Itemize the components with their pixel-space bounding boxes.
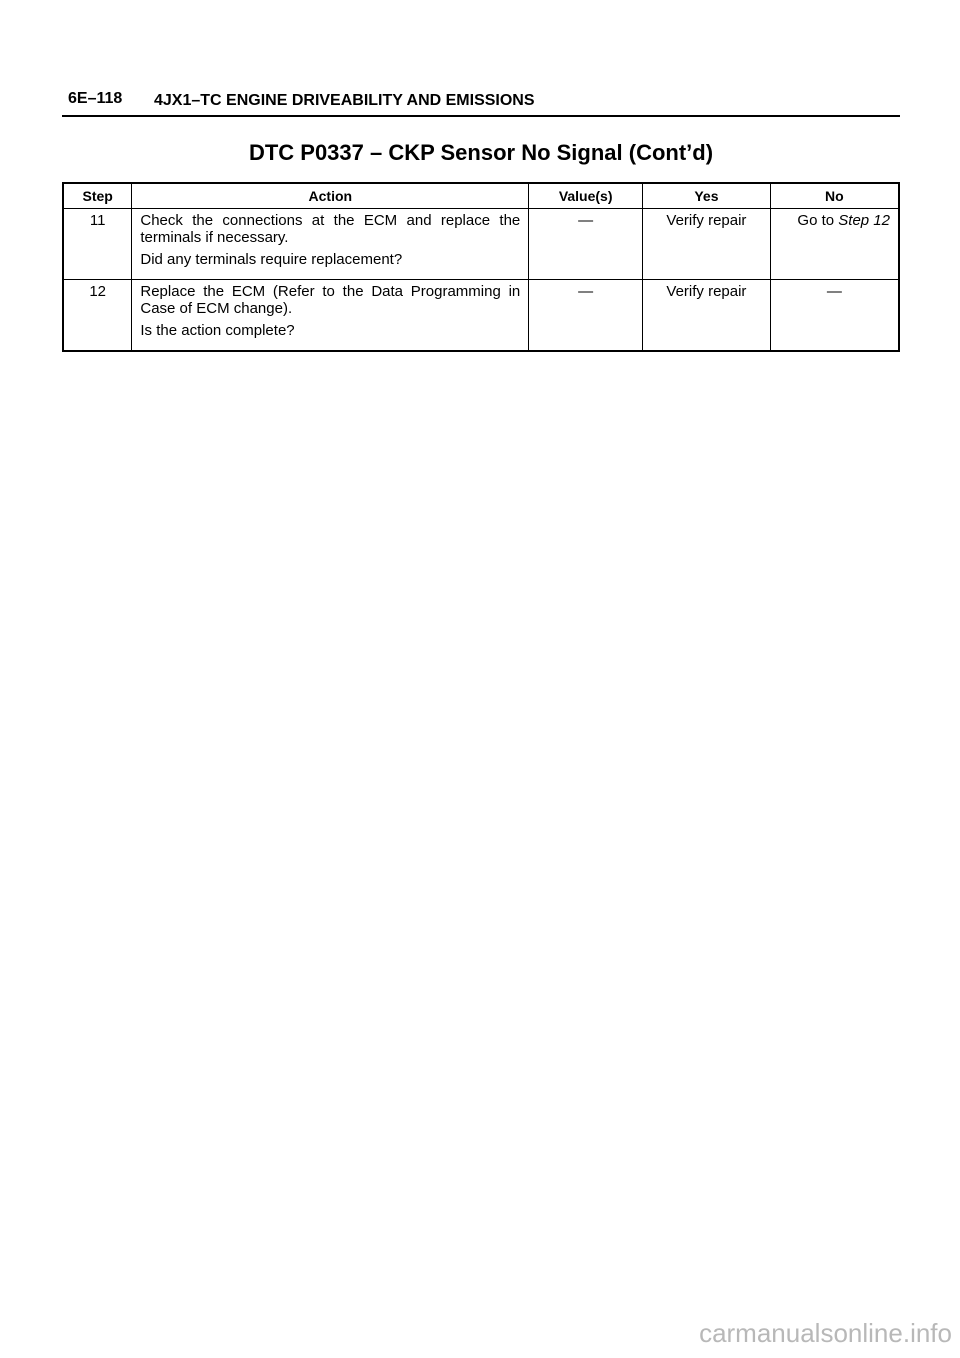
no-text: Go to xyxy=(797,212,839,229)
yes-cell: Verify repair xyxy=(643,280,771,351)
header-rule xyxy=(62,115,900,117)
document-title: DTC P0337 – CKP Sensor No Signal (Cont’d) xyxy=(248,140,714,165)
action-cell xyxy=(132,209,529,280)
page-number: 6E–118 xyxy=(68,90,123,107)
column-header-action: Action xyxy=(132,183,529,209)
action-question: Is the action complete? xyxy=(140,322,295,339)
diagnostic-table xyxy=(62,182,900,352)
column-header-no: No xyxy=(770,183,899,209)
column-header-step: Step xyxy=(63,183,132,209)
page-header xyxy=(62,88,900,118)
section-title: 4JX1–TC ENGINE DRIVEABILITY AND EMISSIONS xyxy=(154,92,535,109)
action-text: Replace the ECM (Refer to the Data Programming in Case of ECM change). xyxy=(140,283,521,317)
table-row xyxy=(63,280,899,351)
step-number: 11 xyxy=(63,209,132,280)
no-cell xyxy=(770,280,899,351)
watermark: carmanualsonline.info xyxy=(699,1318,952,1348)
yes-cell: Verify repair xyxy=(643,209,771,280)
no-step-link: Step 12 xyxy=(838,212,890,229)
action-question: Did any terminals require replacement? xyxy=(140,251,403,268)
value-cell: — xyxy=(529,209,643,280)
step-number: 12 xyxy=(63,280,132,351)
action-cell xyxy=(132,280,529,351)
column-header-yes: Yes xyxy=(643,183,771,209)
table-header-row xyxy=(63,183,899,209)
no-cell xyxy=(770,209,899,280)
table-row xyxy=(63,209,899,280)
value-cell: — xyxy=(529,280,643,351)
no-text: — xyxy=(826,283,842,300)
column-header-values: Value(s) xyxy=(529,183,643,209)
action-text: Check the connections at the ECM and replace the terminals if necessary. xyxy=(140,212,521,246)
